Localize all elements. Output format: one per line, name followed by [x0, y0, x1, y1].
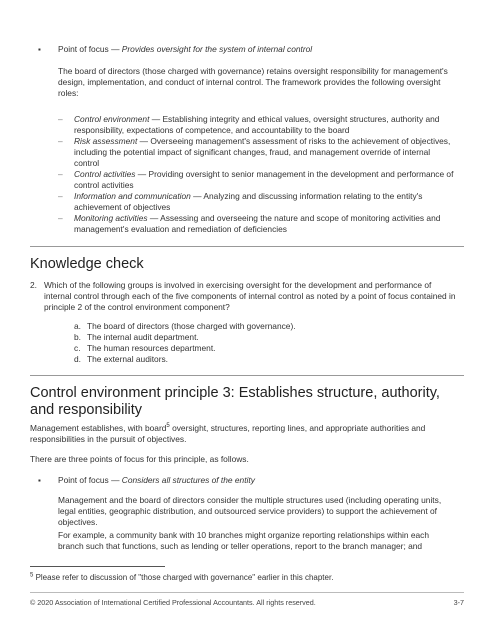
role-term: Monitoring activities: [74, 213, 148, 223]
bullet-title: Considers all structures of the entity: [121, 475, 255, 485]
square-bullet-icon: ▪: [38, 476, 41, 485]
dash-marker: –: [58, 169, 63, 179]
list-item: [58, 114, 456, 136]
question-text: Which of the following groups is involved in exercising oversight for the development and performance of internal control through each of the five components of internal control as noted by a point of focus contained in principle 2 of the control environment component?: [44, 280, 456, 312]
section-divider: [30, 246, 464, 247]
dash-marker: –: [58, 213, 63, 223]
list-item: [58, 136, 456, 169]
principle-3-heading: Control environment principle 3: Establishes structure, authority, and responsibility: [30, 385, 440, 418]
copyright-text: © 2020 Association of International Certified Professional Accountants. All rights reserved.: [30, 598, 316, 607]
footnote-text: Please refer to discussion of "those charged with governance" earlier in this chapter.: [33, 573, 334, 582]
footnote-divider: [30, 566, 165, 567]
option-letter: d.: [74, 354, 81, 364]
role-description: — Providing oversight to senior management in the development and performance of control activities: [74, 169, 454, 190]
role-description: — Analyzing and discussing information relating to the entity's achievement of objectives: [74, 191, 423, 212]
option-letter: c.: [74, 343, 81, 353]
option-text: The board of directors (those charged with governance).: [87, 321, 296, 331]
option-text: The human resources department.: [87, 343, 216, 353]
footer-divider: [30, 592, 464, 593]
role-term: Control environment: [74, 114, 150, 124]
list-item: [58, 169, 456, 191]
square-bullet-icon: ▪: [38, 45, 41, 54]
bullet-prefix: Point of focus —: [58, 475, 122, 485]
example-paragraph: For example, a community bank with 10 branches might organize reporting relationships within each branch such that functions, such as lending or teller operations, report to the branch manager; and: [58, 530, 430, 551]
footnote: [30, 573, 460, 582]
knowledge-check-heading: Knowledge check: [30, 256, 144, 272]
option-text: The external auditors.: [87, 354, 169, 364]
role-term: Risk assessment: [74, 136, 138, 146]
section-divider: [30, 375, 464, 376]
role-description: — Establishing integrity and ethical values, oversight structures, authority and responsibility, expectations of competence, and accountability to the board: [74, 114, 440, 135]
three-points-text: There are three points of focus for this principle, as follows.: [30, 454, 249, 464]
footnote-ref[interactable]: 5: [166, 423, 170, 430]
list-item: [58, 213, 456, 235]
option-text: The internal audit department.: [87, 332, 199, 342]
oversight-paragraph: The board of directors (those charged with governance) retains oversight responsibility for management's design, implementation, and conduct of internal control. The framework provides the following oversight roles:: [58, 66, 448, 98]
structures-paragraph: Management and the board of directors consider the multiple structures used (including operating units, legal entities, geographic distribution, and outsourced service providers) to support the achievement of objectives.: [58, 495, 442, 527]
intro-text: Management establishes, with board: [30, 423, 167, 433]
dash-marker: –: [58, 114, 63, 124]
question-number: 2.: [30, 280, 37, 290]
list-item: [58, 191, 456, 213]
footnote-number: 5: [30, 572, 34, 579]
role-term: Information and communication: [74, 191, 191, 201]
role-description: — Overseeing management's assessment of risks to the achievement of objectives, including the potential impact of significant changes, fraud, and management override of internal control: [74, 136, 451, 168]
dash-marker: –: [58, 136, 63, 146]
bullet-title: Provides oversight for the system of internal control: [121, 44, 313, 54]
dash-marker: –: [58, 191, 63, 201]
page-number: 3-7: [453, 598, 464, 607]
option-letter: b.: [74, 332, 81, 342]
intro-text-cont: oversight, structures, reporting lines, and appropriate authorities and responsibilities in the pursuit of objectives.: [30, 423, 426, 444]
bullet-prefix: Point of focus —: [58, 44, 122, 54]
role-term: Control activities: [74, 169, 136, 179]
option-letter: a.: [74, 321, 81, 331]
role-description: — Assessing and overseeing the nature and scope of monitoring activities and management's evaluation and remediation of deficiencies: [74, 213, 441, 234]
principle-3-intro: [30, 423, 460, 445]
